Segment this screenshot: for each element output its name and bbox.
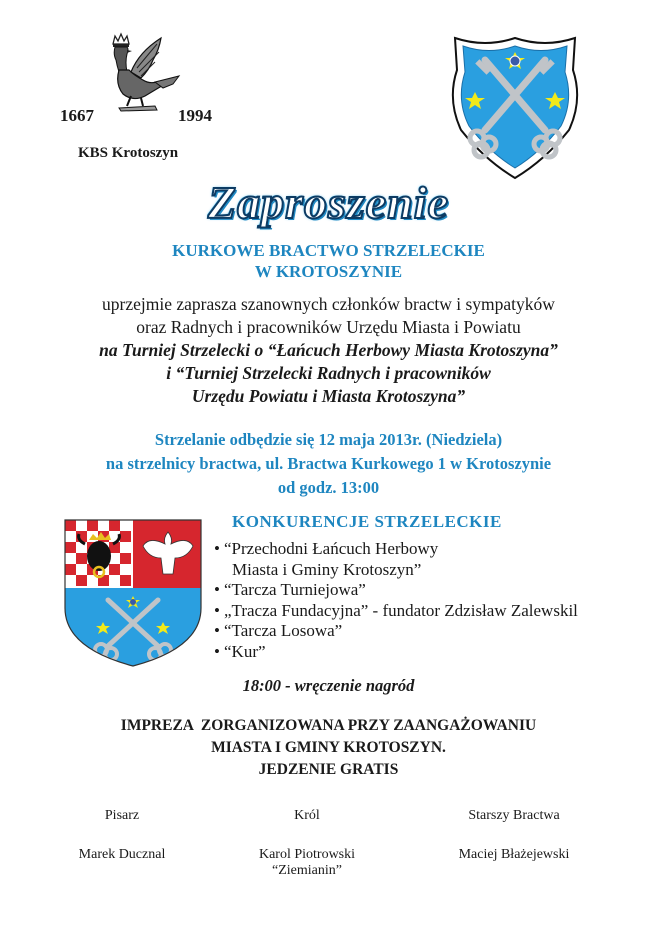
list-item [214, 642, 578, 663]
list-item [214, 580, 578, 601]
invitation-line-1: uprzejmie zaprasza szanownych członków bractw i sympatyków [102, 294, 555, 314]
year-founded: 1667 [60, 106, 94, 125]
list-item [214, 601, 578, 622]
competition-name: “Kur” [224, 641, 266, 661]
competitions-heading: KONKURENCJE STRZELECKIE [232, 512, 502, 531]
list-item [214, 539, 578, 580]
bullet-icon: • [214, 621, 220, 640]
competitions-list [214, 539, 578, 662]
signature-nickname: “Ziemianin” [272, 863, 342, 878]
signature-elder [414, 808, 614, 863]
invitation-line-4: i “Turniej Strzelecki Radnych i pracowników [166, 363, 491, 383]
invitation-line-2: oraz Radnych i pracowników Urzędu Miasta i Powiatu [136, 317, 521, 337]
signature-name: Maciej Błażejewski [458, 847, 570, 862]
title-text: Zaproszenie [208, 177, 449, 228]
crowned-rooster-icon [105, 32, 185, 117]
bullet-icon: • [214, 641, 220, 661]
organizer-line-3: JEDZENIE GRATIS [258, 761, 399, 778]
county-coat-of-arms-icon [63, 518, 203, 673]
competition-name: “Tarcza Losowa” [224, 621, 343, 640]
bullet-icon: • [214, 600, 220, 620]
brotherhood-name [0, 240, 657, 282]
year-reactivated: 1994 [178, 106, 212, 125]
competition-name: “Tarcza Turniejowa” [224, 580, 366, 599]
invitation-line-5: Urzędu Powiatu i Miasta Krotoszyna” [191, 386, 466, 406]
bullet-icon: • [214, 580, 220, 599]
competition-name-cont: Miasta i Gminy Krotoszyn” [232, 559, 422, 579]
crossed-keys-shield-icon [445, 30, 585, 185]
brotherhood-line-2: W KROTOSZYNIE [254, 262, 403, 281]
signature-role: Pisarz [104, 808, 140, 823]
event-details [0, 428, 657, 500]
competition-name: “Przechodni Łańcuch Herbowy [224, 539, 439, 558]
event-place: na strzelnicy bractwa, ul. Bractwa Kurkowego 1 w Krotoszynie [105, 454, 552, 473]
invitation-text [0, 293, 657, 408]
organizer-line-1: IMPREZA ZORGANIZOWANA PRZY ZAANGAŻOWANIU [120, 717, 537, 734]
signature-king [207, 808, 407, 879]
event-time: od godz. 13:00 [277, 478, 380, 497]
competition-name: „Tracza Fundacyjna” - fundator Zdzisław Zalewskil [224, 600, 578, 620]
bullet-icon: • [214, 539, 220, 558]
brotherhood-line-1: KURKOWE BRACTWO STRZELECKIE [172, 241, 485, 260]
signature-name: Marek Ducznal [78, 847, 166, 862]
organizer-line-2: MIASTA I GMINY KROTOSZYN. [211, 739, 446, 756]
invitation-line-3: na Turniej Strzelecki o “Łańcuch Herbowy Miasta Krotoszyna” [99, 340, 558, 360]
organizer-note [0, 715, 657, 781]
page-title [0, 176, 657, 229]
signature-scribe [22, 808, 222, 863]
awards-ceremony: 18:00 - wręczenie nagród [242, 676, 415, 695]
signature-role: Starszy Bractwa [468, 808, 560, 823]
list-item [214, 621, 578, 642]
event-date: Strzelanie odbędzie się 12 maja 2013r. (Niedziela) [154, 430, 503, 449]
signature-role: Król [294, 808, 320, 823]
organization-name: KBS Krotoszyn [78, 145, 179, 161]
signature-name: Karol Piotrowski [258, 847, 356, 862]
